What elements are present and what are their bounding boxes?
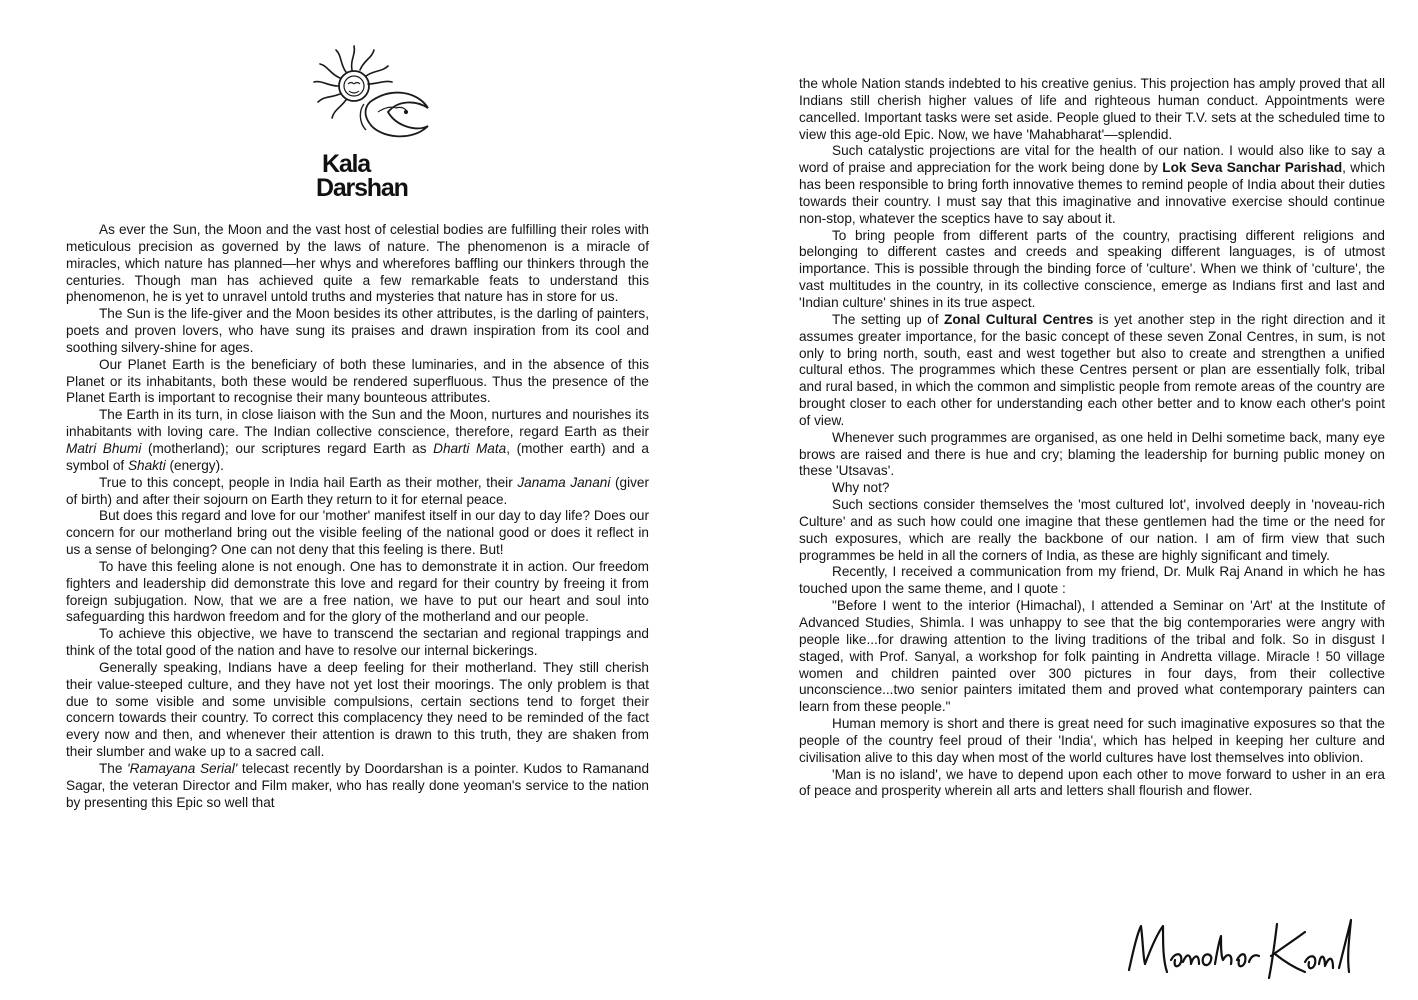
kala-darshan-logo — [316, 152, 436, 200]
right-text-column — [799, 76, 1385, 800]
paragraph: The Sun is the life-giver and the Moon besides its other attributes, is the darling of painters, poets and proven lovers, who have sung its praises and drawn inspiration from its cool and soothing silvery-shine for ages. — [66, 306, 649, 355]
paragraph: True to this concept, people in India hail Earth as their mother, their Janama Janani (giver of birth) and after their sojourn on Earth they return to it for eternal peace. — [66, 474, 649, 507]
paragraph: But does this regard and love for our 'mother' manifest itself in our day to day life? Does our concern for our motherland bring out the visible feeling of the national good or does it reflect in us a sense of belonging? One can not deny that this feeling is there. But! — [66, 508, 649, 558]
right-page — [709, 0, 1418, 1000]
logo-line-kala: Kala — [322, 150, 371, 178]
paragraph: To achieve this objective, we have to transcend the sectarian and regional trappings and think of the total good of the nation and have to resolve our internal bickerings. — [66, 626, 649, 659]
paragraph: Recently, I received a communication from my friend, Dr. Mulk Raj Anand in which he has touched upon the same theme, and I quote : — [799, 564, 1385, 597]
quotation-paragraph: "Before I went to the interior (Himachal), I attended a Seminar on 'Art' at the Institute of Advanced Studies, Shimla. I was unhappy to see that the big contemporaries were angry with people like...for drawing attention to the living traditions of the tribal and folk. So in disgust I staged, with Prof. Sanyal, a workshop for folk painting in Andretta village. Miracle ! 50 village women and children painted over 300 pictures in four days, from their collective unconscience...two senior painters imitated them and proved what contemporary painters can learn from these people." — [799, 598, 1385, 715]
paragraph: The Earth in its turn, in close liaison with the Sun and the Moon, nurtures and nourishes its inhabitants with loving care. The Indian collective conscience, therefore, regard Earth as their Matri Bhumi (motherland); our scriptures regard Earth as Dharti Mata, (mother earth) and a symbol of Shakti (energy). — [66, 407, 649, 473]
handwritten-signature — [1109, 912, 1369, 987]
paragraph: Such sections consider themselves the 'most cultured lot', involved deeply in 'noveau-rich Culture' and as such how could one imagine that these gentlemen had the time or the need for such exposures, which are really the backbone of our nation. I am of firm view that such programmes be held in all the corners of India, as these are highly significant and timely. — [799, 497, 1385, 563]
paragraph: To bring people from different parts of the country, practising different religions and belonging to different castes and creeds and speaking different languages, is of utmost importance. This is possible through the binding force of 'culture'. When we think of 'culture', the vast multitudes in the country, in its collective conscience, emerge as Indians first and last and 'Indian culture' shines in its true aspect. — [799, 227, 1385, 310]
paragraph: Our Planet Earth is the beneficiary of both these luminaries, and in the absence of this Planet or its inhabitants, both these would be rendered superfluous. Thus the presence of the Planet Earth is important to recognise their many bounteous attributes. — [66, 356, 649, 406]
paragraph: Human memory is short and there is great need for such imaginative exposures so that the people of the country feel proud of their 'India', which has helped in keeping her culture and civilisation alive to this day when most of the world cultures have lost themselves into oblivion. — [799, 716, 1385, 765]
paragraph: To have this feeling alone is not enough. One has to demonstrate it in action. Our freedom fighters and leadership did demonstrate this love and regard for their country by freeing it from foreign subjugation. Now, that we are a free nation, we have to put our heart and soul into safeguarding this hardwon freedom and for the glory of the motherland and our people. — [66, 558, 649, 625]
paragraph: As ever the Sun, the Moon and the vast host of celestial bodies are fulfilling their roles with meticulous precision as governed by the laws of nature. The phenomenon is a miracle of miracles, which nature has planned—her whys and wherefores baffling our thinkers through the centuries. Though man has achieved quite a few remarkable feats to understand this phenomenon, he is yet to unravel untold truths and mysteries that nature has in store for us. — [66, 222, 649, 305]
paragraph: 'Man is no island', we have to depend upon each other to move forward to usher in an era of peace and prosperity wherein all arts and letters shall flourish and flower. — [799, 766, 1385, 799]
left-text-column — [66, 222, 649, 812]
paragraph: Why not? — [832, 480, 890, 496]
paragraph: The setting up of Zonal Cultural Centres is yet another step in the right direction and it assumes greater importance, for the basic concept of these seven Zonal Centres, in sum, is not only to bring north, south, east and west together but also to create and strengthen a unified cultural ethos. The programmes which these Centres persent or plan are essentially folk, tribal and rural based, in which the common and simplistic people from remote areas of the country are brought closer to each other for understanding each other better and to know each other's point of view. — [799, 311, 1385, 428]
paragraph: The 'Ramayana Serial' telecast recently by Doordarshan is a pointer. Kudos to Ramanand Sagar, the veteran Director and Film maker, who has really done yeoman's service to the nation by presenting this Epic so well that — [66, 761, 650, 810]
paragraph: Such catalystic projections are vital for the health of our nation. I would also like to say a word of praise and appreciation for the work being done by Lok Seva Sanchar Parishad, which has been responsible to bring forth innovative themes to remind people of India about their duties towards their country. I must say that this imaginative and innovative exercise should continue non-stop, whatever the sceptics have to say about it. — [799, 143, 1386, 226]
paragraph: the whole Nation stands indebted to his creative genius. This projection has amply proved that all Indians still cherish higher values of life and righteous human conduct. Appointments were cancelled. Important tasks were set aside. People glued to their T.V. sets at the scheduled time to view this age-old Epic. Now, we have 'Mahabharat'—splendid. — [799, 76, 1385, 142]
paragraph: Whenever such programmes are organised, as one held in Delhi sometime back, many eye brows are raised and there is hue and cry; blaming the leadership for burning public money on these 'Utsavas'. — [799, 429, 1385, 479]
kala-darshan-emblem-icon — [300, 42, 440, 142]
paragraph: Generally speaking, Indians have a deep feeling for their motherland. They still cherish their value-steeped culture, and they have not yet lost their moorings. The only problem is that due to some visible and some unvisible compulsions, certain sections tend to forget their concern towards their country. To correct this complacency they need to be reminded of the fact every now and then, and whenever their attention is drawn to this truth, they are shaken from their slumber and wake up to a sacred call. — [66, 659, 649, 760]
logo-line-darshan: Darshan — [316, 174, 408, 202]
